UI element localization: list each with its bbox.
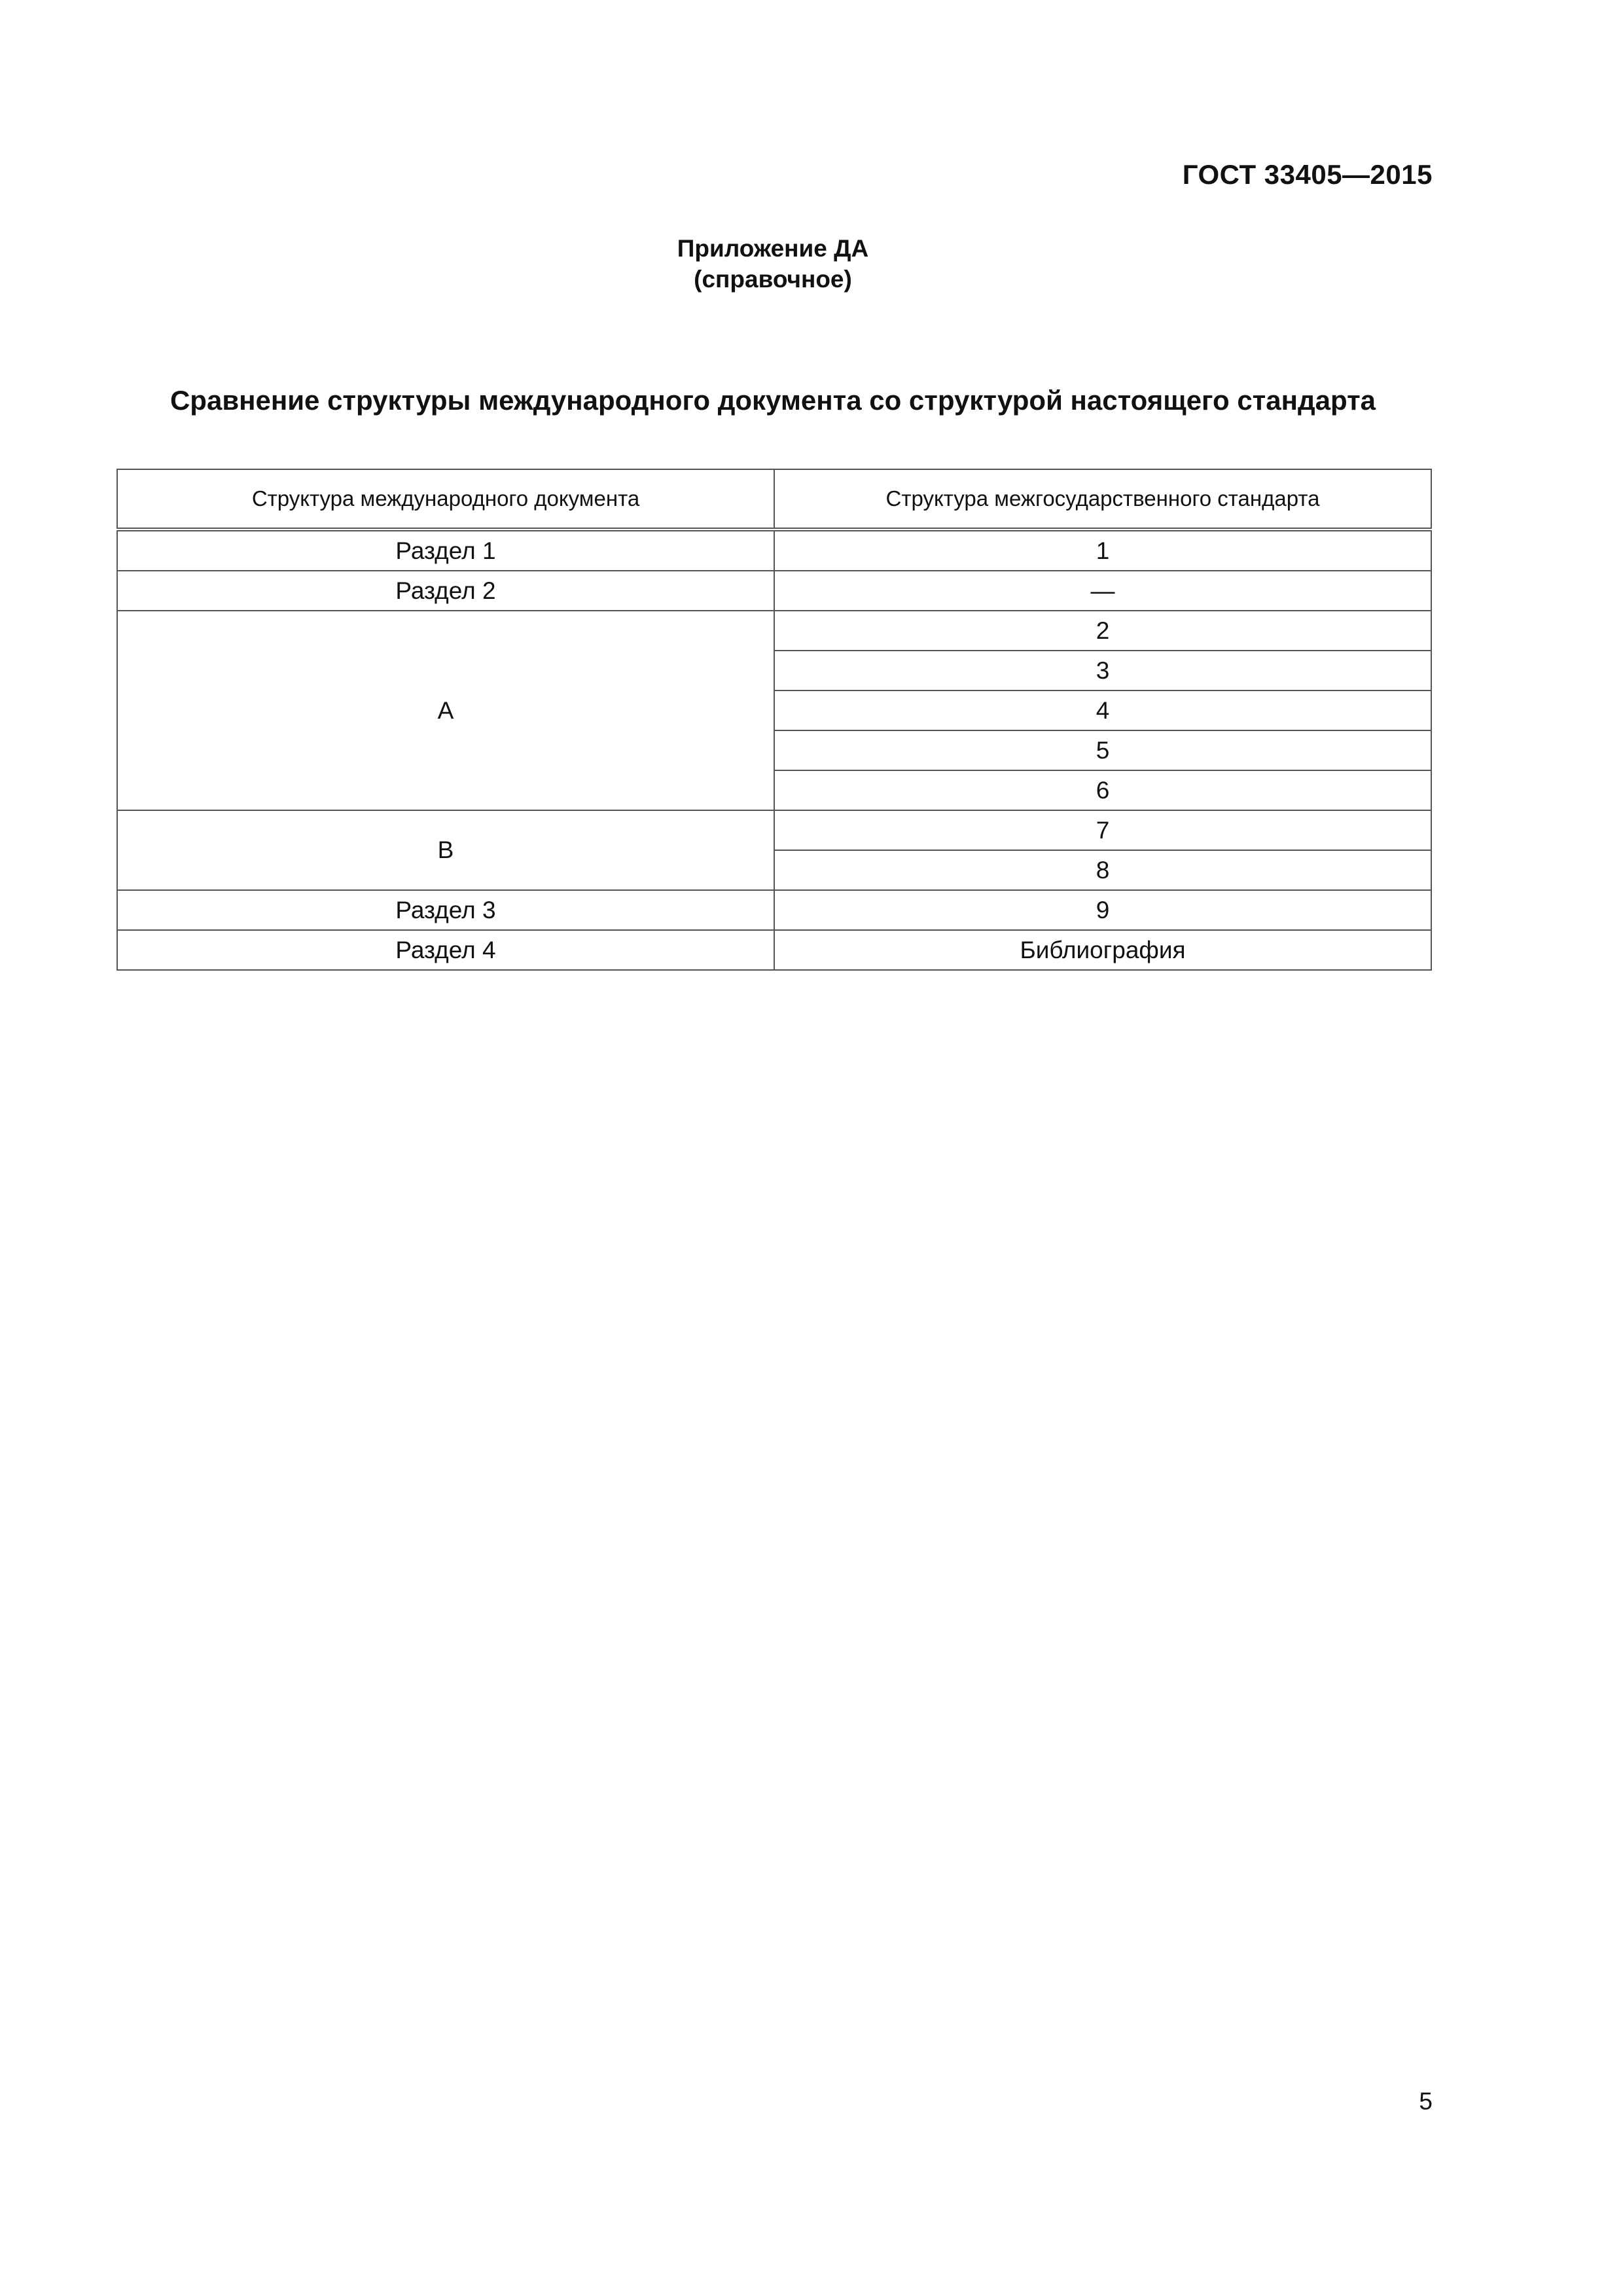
right-cell: 6 — [774, 770, 1431, 810]
table-row — [117, 571, 1431, 611]
table-row — [117, 890, 1431, 930]
appendix-subtitle: (справочное) — [694, 266, 852, 293]
document-id: ГОСТ 33405—2015 — [1182, 159, 1433, 190]
left-cell-merged: А — [117, 611, 774, 810]
left-cell-merged: В — [117, 810, 774, 890]
right-cell: 1 — [774, 529, 1431, 571]
right-cell: 9 — [774, 890, 1431, 930]
appendix-title: Приложение ДА — [677, 235, 869, 262]
table-row — [117, 529, 1431, 571]
left-cell: Раздел 1 — [117, 529, 774, 571]
page-number: 5 — [1419, 2088, 1433, 2115]
left-cell: Раздел 2 — [117, 571, 774, 611]
right-cell: 7 — [774, 810, 1431, 850]
appendix-title-block — [0, 233, 1546, 295]
left-cell: Раздел 4 — [117, 930, 774, 970]
right-cell: 3 — [774, 651, 1431, 691]
right-cell: 2 — [774, 611, 1431, 651]
table-header-row — [117, 469, 1431, 529]
right-cell: — — [774, 571, 1431, 611]
header-interstate-structure: Структура межгосударственного стандарта — [774, 469, 1431, 529]
right-cell: 5 — [774, 730, 1431, 770]
left-cell: Раздел 3 — [117, 890, 774, 930]
table-row — [117, 930, 1431, 970]
structure-comparison-table — [116, 469, 1432, 971]
table-row — [117, 611, 1431, 651]
right-cell: 8 — [774, 850, 1431, 890]
section-heading: Сравнение структуры международного документа со структурой настоящего стандарта — [169, 385, 1376, 416]
table-row — [117, 810, 1431, 850]
right-cell: 4 — [774, 691, 1431, 730]
header-international-structure: Структура международного документа — [117, 469, 774, 529]
right-cell: Библиография — [774, 930, 1431, 970]
